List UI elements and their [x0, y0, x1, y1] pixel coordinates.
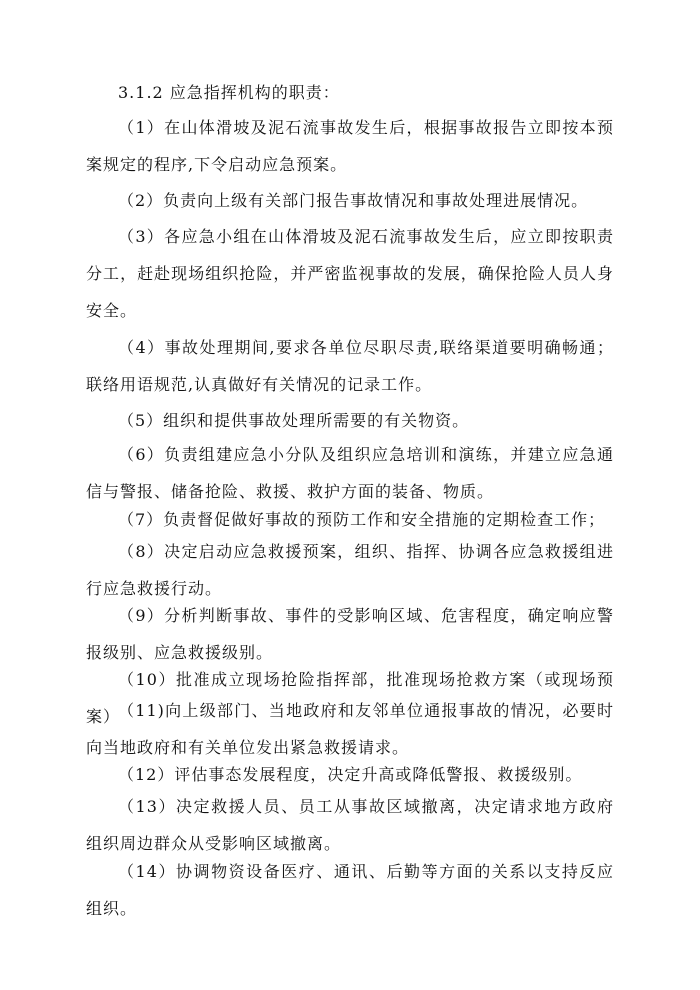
duty-item-13: （13）决定救援人员、员工从事故区域撤离，决定请求地方政府组织周边群众从受影响区域撤离。 — [86, 797, 614, 853]
duty-item-7: （7）负责督促做好事故的预防工作和安全措施的定期检查工作； — [118, 510, 606, 529]
duty-item-2: （2）负责向上级有关部门报告事故情况和事故处理进展情况。 — [118, 191, 589, 210]
duty-item-12: （12）评估事态发展程度，决定升高或降低警报、救援级别。 — [118, 765, 583, 784]
duty-item-10: （10）批准成立现场抢险指挥部，批准现场抢救方案（或现场预案） — [86, 670, 614, 726]
duty-item-8: （8）决定启动应急救援预案，组织、指挥、协调各应急救援组进行应急救援行动。 — [86, 542, 614, 598]
duty-item-9: （9）分析判断事故、事件的受影响区域、危害程度，确定响应警报级别、应急救援级别。 — [86, 606, 614, 662]
duty-item-6: （6）负责组建应急小分队及组织应急培训和演练，并建立应急通信与警报、储备抢险、救援、救护方面的装备、物质。 — [86, 445, 614, 501]
section-heading: 3.1.2 应急指挥机构的职责： — [118, 83, 340, 102]
duty-item-5: （5）组织和提供事故处理所需要的有关物资。 — [118, 411, 470, 430]
duty-item-4: （4）事故处理期间,要求各单位尽职尽责,联络渠道要明确畅通；联络用语规范,认真做好有关情况的记录工作。 — [86, 338, 614, 394]
duty-item-14: （14）协调物资设备医疗、通讯、后勤等方面的关系以支持反应组织。 — [86, 862, 614, 918]
duty-item-11: （11)向上级部门、当地政府和友邻单位通报事故的情况，必要时向当地政府和有关单位发出紧急救援请求。 — [86, 701, 614, 757]
duty-item-1: （1）在山体滑坡及泥石流事故发生后，根据事故报告立即按本预案规定的程序,下令启动应急预案。 — [86, 118, 614, 174]
duty-item-3: （3）各应急小组在山体滑坡及泥石流事故发生后，应立即按职责分工，赶赴现场组织抢险，并严密监视事故的发展，确保抢险人员人身安全。 — [86, 227, 614, 320]
